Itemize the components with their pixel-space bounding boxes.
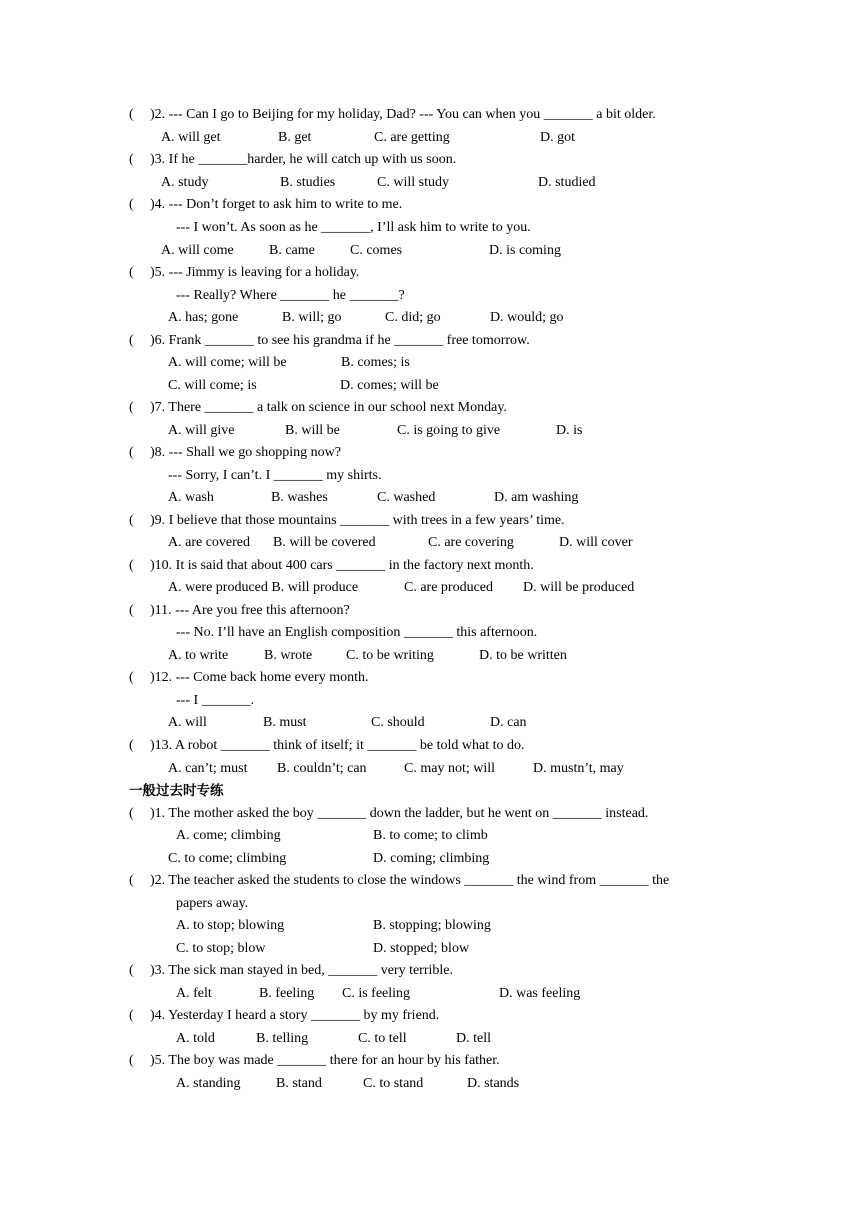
question-paren: ( — [129, 603, 134, 618]
option-c: C. are covering — [428, 535, 514, 550]
option-d: D. will cover — [559, 535, 633, 550]
option-c: C. may not; will — [404, 761, 495, 776]
option-d: D. coming; climbing — [373, 851, 490, 866]
option-c: C. comes — [350, 243, 403, 258]
question-paren: ( — [129, 873, 134, 888]
option-b: B. will be — [285, 423, 340, 438]
question-stem: )11. --- Are you free this afternoon? — [150, 603, 350, 618]
option-d: D. stopped; blow — [373, 941, 470, 956]
option-c: C. to be writing — [346, 648, 434, 663]
option-d: D. am washing — [494, 490, 579, 505]
option-a: A. will give — [168, 423, 235, 438]
option-d: D. got — [540, 130, 575, 145]
option-c: C. is going to give — [397, 423, 501, 438]
question-stem: )4. --- Don’t forget to ask him to write to me. — [150, 197, 403, 212]
option-a: A. felt — [176, 986, 212, 1001]
option-c: C. to stand — [363, 1076, 424, 1091]
option-b: B. will be covered — [273, 535, 376, 550]
option-b: B. will; go — [282, 310, 342, 325]
option-a: A. standing — [176, 1076, 241, 1091]
option-a: A. has; gone — [168, 310, 239, 325]
question-paren: ( — [129, 513, 134, 528]
option-b: B. couldn’t; can — [277, 761, 367, 776]
option-d: D. mustn’t, may — [533, 761, 624, 776]
option-d: D. studied — [538, 175, 596, 190]
question-paren: ( — [129, 152, 134, 167]
option-a: A. come; climbing — [176, 828, 281, 843]
question-stem: )8. --- Shall we go shopping now? — [150, 445, 341, 460]
question-paren: ( — [129, 738, 134, 753]
dialogue-line: --- Sorry, I can’t. I _______ my shirts. — [168, 468, 382, 483]
option-d: D. stands — [467, 1076, 520, 1091]
question-paren: ( — [129, 1053, 134, 1068]
question-stem: )3. The sick man stayed in bed, _______ very terrible. — [150, 963, 453, 978]
option-a: A. to stop; blowing — [176, 918, 285, 933]
option-b: B. feeling — [259, 986, 315, 1001]
option-b: B. wrote — [264, 648, 313, 663]
question-stem-continued: papers away. — [176, 896, 249, 911]
option-d: D. is — [556, 423, 583, 438]
dialogue-line: --- Really? Where _______ he _______? — [176, 288, 405, 303]
option-d: D. is coming — [489, 243, 561, 258]
option-c: C. did; go — [385, 310, 441, 325]
option-a: A. are covered — [168, 535, 251, 550]
option-c: C. are getting — [374, 130, 450, 145]
option-d: D. to be written — [479, 648, 567, 663]
option-a: A. will — [168, 715, 207, 730]
option-b: B. get — [278, 130, 312, 145]
option-c: C. are produced — [404, 580, 494, 595]
question-stem: )3. If he _______harder, he will catch up with us soon. — [150, 152, 457, 167]
option-d: D. was feeling — [499, 986, 581, 1001]
question-stem: )5. --- Jimmy is leaving for a holiday. — [150, 265, 360, 280]
option-a: A. wash — [168, 490, 214, 505]
option-b: B. to come; to climb — [373, 828, 488, 843]
question-paren: ( — [129, 1008, 134, 1023]
option-d: D. comes; will be — [340, 378, 439, 393]
question-stem: )4. Yesterday I heard a story _______ by my friend. — [150, 1008, 440, 1023]
option-c: C. washed — [377, 490, 436, 505]
option-b: B. stand — [276, 1076, 322, 1091]
option-b: B. stopping; blowing — [373, 918, 491, 933]
option-b: B. studies — [280, 175, 336, 190]
question-stem: )10. It is said that about 400 cars _______ in the factory next month. — [150, 558, 534, 573]
option-c: C. to come; climbing — [168, 851, 287, 866]
dialogue-line: --- I won’t. As soon as he _______, I’ll ask him to write to you. — [176, 220, 531, 235]
option-a: A. study — [161, 175, 209, 190]
option-b: B. comes; is — [341, 355, 410, 370]
option-b: B. must — [263, 715, 307, 730]
question-paren: ( — [129, 558, 134, 573]
option-c: C. to stop; blow — [176, 941, 266, 956]
option-ab: A. were produced B. will produce — [168, 580, 359, 595]
option-a: A. told — [176, 1031, 215, 1046]
option-d: D. can — [490, 715, 527, 730]
question-paren: ( — [129, 197, 134, 212]
option-b: B. came — [269, 243, 315, 258]
option-c: C. will come; is — [168, 378, 257, 393]
option-d: D. would; go — [490, 310, 564, 325]
question-paren: ( — [129, 265, 134, 280]
option-c: C. will study — [377, 175, 449, 190]
dialogue-line: --- I _______. — [176, 693, 255, 708]
question-stem: )13. A robot _______ think of itself; it _______ be told what to do. — [150, 738, 525, 753]
option-b: B. washes — [271, 490, 328, 505]
question-paren: ( — [129, 333, 134, 348]
question-paren: ( — [129, 107, 134, 122]
option-a: A. will come — [161, 243, 234, 258]
question-stem: )2. --- Can I go to Beijing for my holiday, Dad? --- You can when you _______ a bit older. — [150, 107, 656, 122]
section-heading: 一般过去时专练 — [129, 783, 224, 799]
question-paren: ( — [129, 963, 134, 978]
question-stem: )7. There _______ a talk on science in our school next Monday. — [150, 400, 507, 415]
question-paren: ( — [129, 445, 134, 460]
option-c: C. should — [371, 715, 425, 730]
question-paren: ( — [129, 670, 134, 685]
question-stem: )12. --- Come back home every month. — [150, 670, 369, 685]
option-d: D. tell — [456, 1031, 491, 1046]
option-a: A. can’t; must — [168, 761, 248, 776]
dialogue-line: --- No. I’ll have an English composition _______ this afternoon. — [176, 625, 538, 640]
question-paren: ( — [129, 806, 134, 821]
question-stem: )6. Frank _______ to see his grandma if he _______ free tomorrow. — [150, 333, 530, 348]
option-d: D. will be produced — [523, 580, 635, 595]
question-paren: ( — [129, 400, 134, 415]
question-stem: )9. I believe that those mountains _______ with trees in a few years’ time. — [150, 513, 565, 528]
question-stem: )5. The boy was made _______ there for an hour by his father. — [150, 1053, 500, 1068]
question-stem: )2. The teacher asked the students to close the windows _______ the wind from _______ the — [150, 873, 670, 888]
option-c: C. to tell — [358, 1031, 407, 1046]
question-stem: )1. The mother asked the boy _______ down the ladder, but he went on _______ instead. — [150, 806, 649, 821]
option-a: A. will come; will be — [168, 355, 287, 370]
option-a: A. to write — [168, 648, 229, 663]
option-a: A. will get — [161, 130, 221, 145]
option-b: B. telling — [256, 1031, 309, 1046]
option-c: C. is feeling — [342, 986, 411, 1001]
